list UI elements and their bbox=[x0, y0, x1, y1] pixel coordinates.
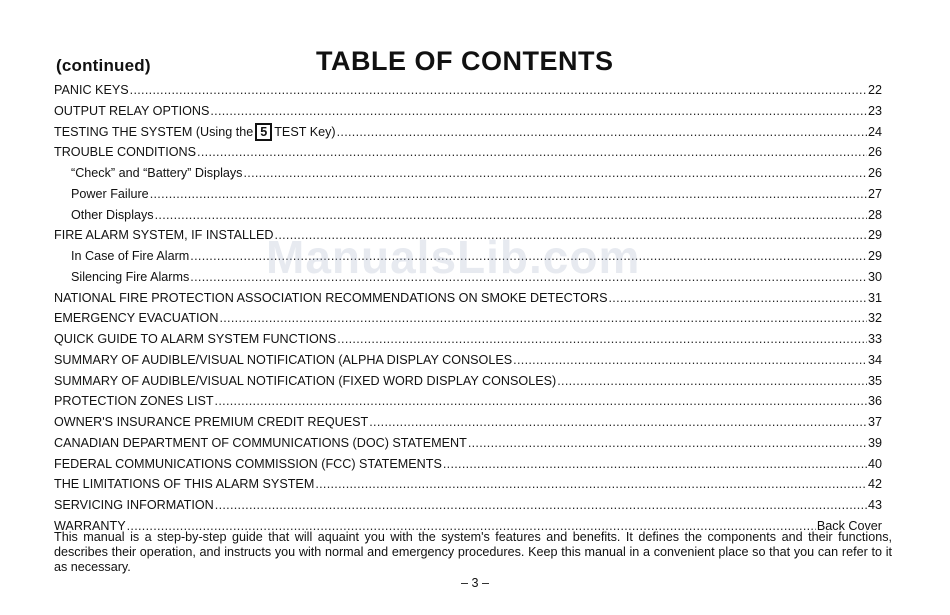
toc-page: 42 bbox=[867, 477, 882, 492]
toc-label: “Check” and “Battery” Displays bbox=[71, 166, 243, 180]
toc-label: SUMMARY OF AUDIBLE/VISUAL NOTIFICATION (FIXED WORD DISPLAY CONSOLES) bbox=[54, 373, 557, 388]
dot-leader bbox=[150, 184, 867, 205]
dot-leader bbox=[468, 433, 867, 454]
dot-leader bbox=[219, 308, 867, 329]
toc-page: 23 bbox=[867, 103, 882, 118]
toc-entry-summary-fixed[interactable] bbox=[54, 371, 882, 392]
dot-leader bbox=[197, 142, 867, 163]
toc-label-post: TEST Key) bbox=[274, 124, 336, 139]
toc-page: 29 bbox=[867, 228, 882, 243]
toc-label-pre: TESTING THE SYSTEM (Using the bbox=[54, 124, 254, 139]
toc-label: Other Displays bbox=[71, 207, 154, 222]
toc-label: Silencing Fire Alarms bbox=[71, 269, 190, 284]
toc-entry-case-of-fire[interactable] bbox=[54, 246, 882, 267]
toc-label: NATIONAL FIRE PROTECTION ASSOCIATION RECOMMENDATIONS ON SMOKE DETECTORS bbox=[54, 290, 608, 305]
watermark: ManualsLib.com bbox=[266, 231, 641, 283]
toc-label: In Case of Fire Alarm bbox=[71, 249, 190, 263]
toc-label: EMERGENCY EVACUATION bbox=[54, 311, 219, 326]
toc-entry-summary-alpha[interactable] bbox=[54, 350, 882, 371]
toc-entry-power-failure[interactable] bbox=[54, 184, 882, 205]
page-number: – 3 – bbox=[460, 576, 489, 590]
toc-page: 26 bbox=[867, 166, 882, 180]
toc-page: 36 bbox=[867, 394, 882, 409]
toc-entry-servicing[interactable] bbox=[54, 495, 882, 516]
toc-page: 24 bbox=[867, 124, 882, 139]
dot-leader bbox=[443, 454, 867, 475]
toc-entry-quick-guide[interactable] bbox=[54, 329, 882, 350]
toc-entry-output-relay[interactable] bbox=[54, 101, 882, 122]
dot-leader bbox=[130, 80, 867, 101]
dot-leader bbox=[337, 329, 867, 350]
toc-entry-check-battery[interactable] bbox=[54, 163, 882, 184]
toc-label: OWNER'S INSURANCE PREMIUM CREDIT REQUEST bbox=[54, 415, 369, 429]
toc-label: QUICK GUIDE TO ALARM SYSTEM FUNCTIONS bbox=[54, 332, 337, 346]
dot-leader bbox=[215, 495, 867, 516]
toc-entry-testing-system[interactable] bbox=[54, 122, 882, 143]
dot-leader bbox=[315, 474, 867, 495]
toc-page: 40 bbox=[867, 456, 882, 471]
toc-entry-panic-keys[interactable] bbox=[54, 80, 882, 101]
toc-page: 28 bbox=[867, 207, 882, 222]
table-of-contents bbox=[54, 80, 882, 537]
toc-page: 31 bbox=[867, 290, 882, 305]
toc-page: 22 bbox=[867, 83, 882, 97]
toc-page: 33 bbox=[867, 332, 882, 346]
toc-page: 37 bbox=[867, 415, 882, 429]
dot-leader bbox=[243, 163, 867, 184]
toc-page: 32 bbox=[867, 311, 882, 326]
toc-entry-insurance-credit[interactable] bbox=[54, 412, 882, 433]
toc-entry-trouble-conditions[interactable] bbox=[54, 142, 882, 163]
dot-leader bbox=[190, 246, 867, 267]
toc-label: THE LIMITATIONS OF THIS ALARM SYSTEM bbox=[54, 477, 315, 492]
toc-page: 26 bbox=[867, 145, 882, 160]
dot-leader bbox=[608, 288, 867, 309]
dot-leader bbox=[337, 122, 867, 143]
dot-leader bbox=[557, 371, 867, 392]
toc-page: 30 bbox=[867, 269, 882, 284]
toc-entry-silencing-fire[interactable] bbox=[54, 267, 882, 288]
toc-page: 39 bbox=[867, 435, 882, 450]
toc-page: 43 bbox=[867, 498, 882, 512]
toc-label: CANADIAN DEPARTMENT OF COMMUNICATIONS (DOC) STATEMENT bbox=[54, 435, 467, 450]
toc-label: OUTPUT RELAY OPTIONS bbox=[54, 103, 210, 118]
continued-label: (continued) bbox=[56, 56, 151, 75]
dot-leader bbox=[369, 412, 867, 433]
dot-leader bbox=[210, 101, 867, 122]
toc-label: SERVICING INFORMATION bbox=[54, 498, 214, 512]
toc-label bbox=[54, 122, 336, 143]
toc-entry-fire-alarm[interactable] bbox=[54, 225, 882, 246]
dot-leader bbox=[215, 391, 867, 412]
toc-label: TROUBLE CONDITIONS bbox=[54, 145, 197, 160]
page-title: TABLE OF CONTENTS bbox=[316, 46, 614, 76]
toc-label: WARRANTY bbox=[54, 518, 126, 533]
toc-entry-other-displays[interactable] bbox=[54, 205, 882, 226]
intro-paragraph: This manual is a step-by-step guide that will aquaint you with the system's features and benefits. It defines the components and their functions, describes their operation, and instructs you with normal and emergency procedures. Keep this manual in a convenient place so that you can refer to it as necessary. bbox=[54, 530, 892, 574]
toc-entry-nfpa[interactable] bbox=[54, 288, 882, 309]
toc-page: 27 bbox=[867, 186, 882, 201]
toc-label: FEDERAL COMMUNICATIONS COMMISSION (FCC) STATEMENTS bbox=[54, 456, 442, 471]
toc-label: Power Failure bbox=[71, 186, 149, 201]
toc-entry-protection-zones[interactable] bbox=[54, 391, 882, 412]
dot-leader bbox=[513, 350, 867, 371]
toc-entry-doc-statement[interactable] bbox=[54, 433, 882, 454]
toc-entry-limitations[interactable] bbox=[54, 474, 882, 495]
toc-page: 29 bbox=[867, 249, 882, 263]
toc-label: SUMMARY OF AUDIBLE/VISUAL NOTIFICATION (ALPHA DISPLAY CONSOLES bbox=[54, 352, 513, 367]
dot-leader bbox=[155, 205, 867, 226]
toc-entry-fcc-statements[interactable] bbox=[54, 454, 882, 475]
toc-label: PROTECTION ZONES LIST bbox=[54, 394, 214, 409]
toc-page: 34 bbox=[867, 352, 882, 367]
key-5-icon: 5 bbox=[255, 123, 272, 141]
dot-leader bbox=[275, 225, 867, 246]
toc-label: FIRE ALARM SYSTEM, IF INSTALLED bbox=[54, 228, 274, 243]
toc-label: PANIC KEYS bbox=[54, 83, 129, 97]
toc-page: 35 bbox=[867, 373, 882, 388]
toc-page: Back Cover bbox=[816, 518, 882, 533]
dot-leader bbox=[190, 267, 867, 288]
toc-entry-emergency-evacuation[interactable] bbox=[54, 308, 882, 329]
